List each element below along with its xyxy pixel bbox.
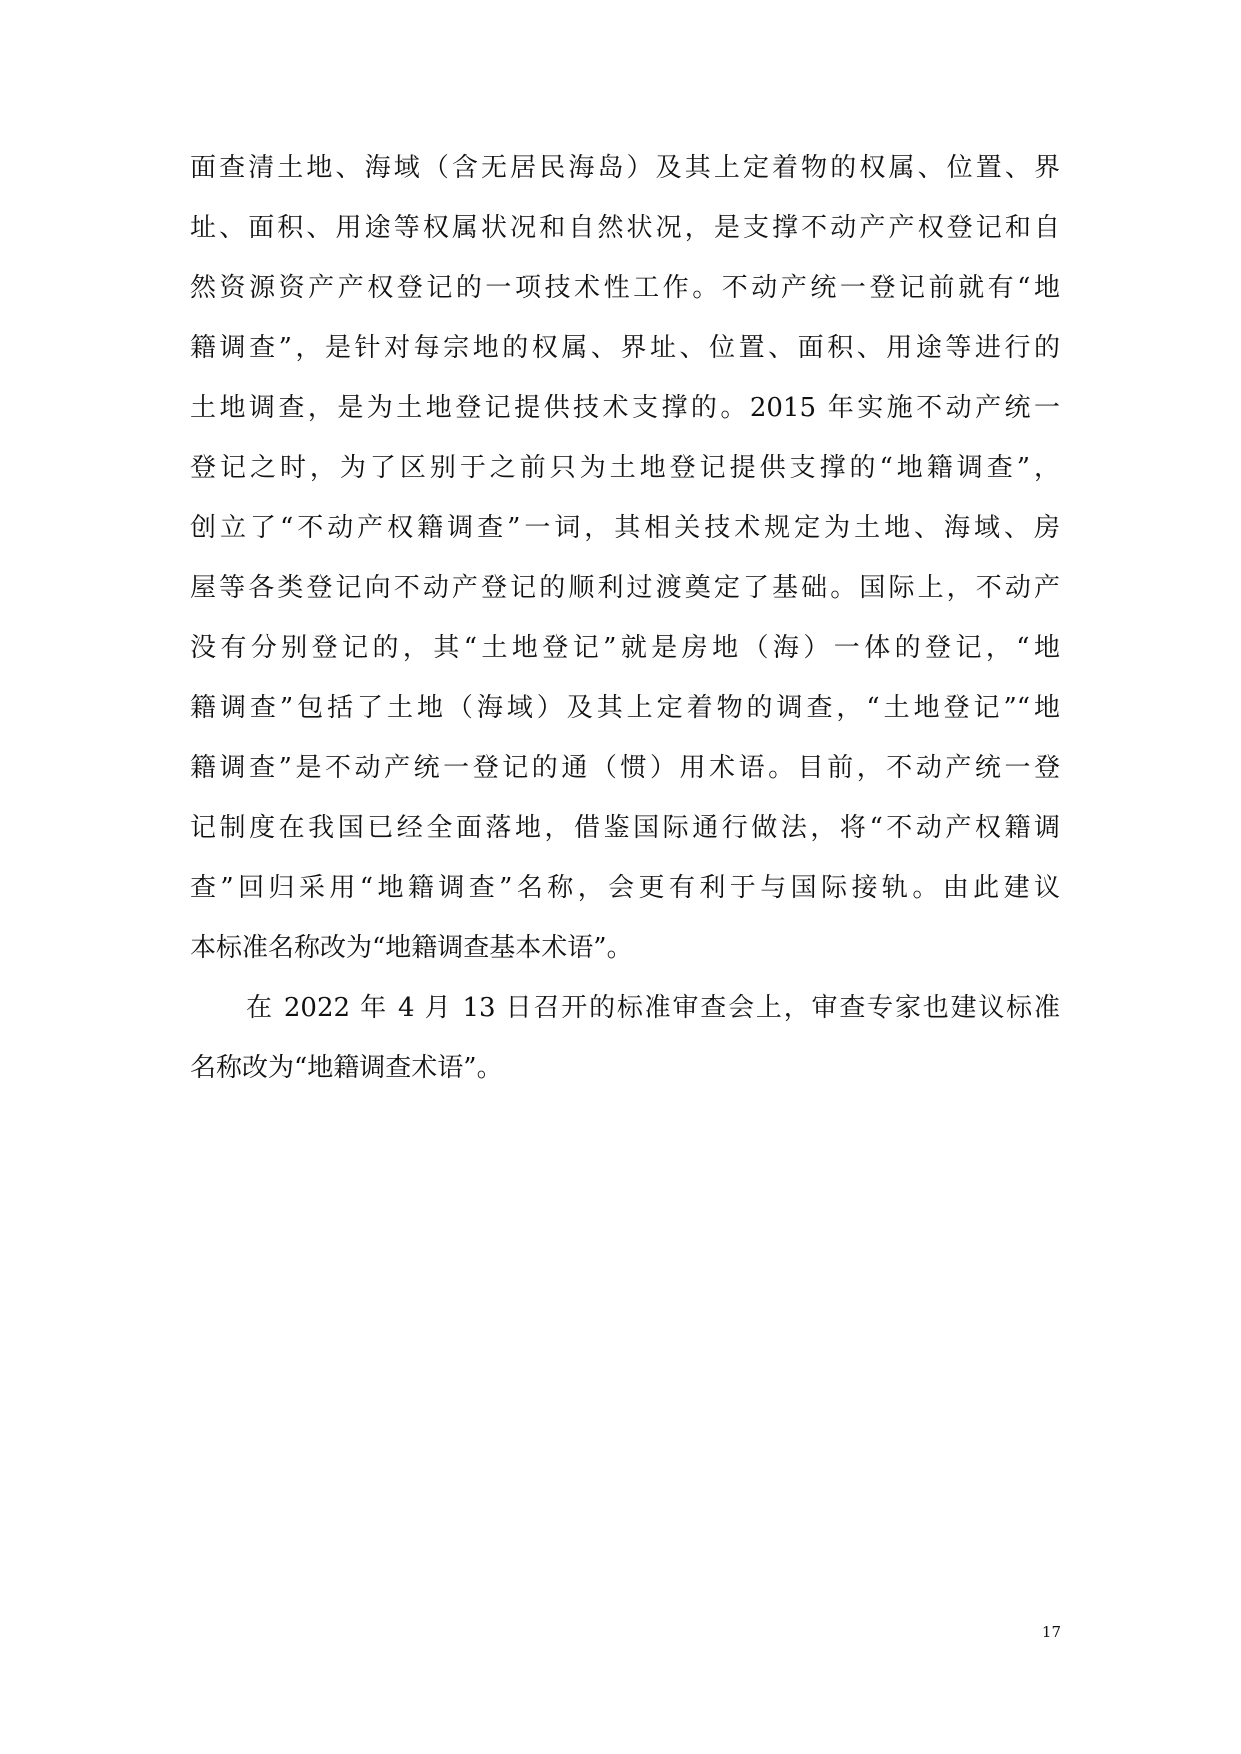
paragraph-line: 然资源资产产权登记的一项技术性工作。不动产统一登记前就有“地 (190, 273, 1060, 303)
paragraph-line: 在 2022 年 4 月 13 日召开的标准审查会上，审查专家也建议标准 (246, 993, 1060, 1023)
paragraph-line: 查”回归采用“地籍调查”名称，会更有利于与国际接轨。由此建议 (190, 873, 1060, 903)
paragraph-line: 籍调查”是不动产统一登记的通（惯）用术语。目前，不动产统一登 (190, 753, 1060, 783)
paragraph-line: 籍调查”，是针对每宗地的权属、界址、位置、面积、用途等进行的 (190, 333, 1060, 363)
paragraph-line: 记制度在我国已经全面落地，借鉴国际通行做法，将“不动产权籍调 (190, 813, 1060, 843)
paragraph-line: 名称改为“地籍调查术语”。 (190, 1053, 503, 1083)
paragraph-line: 本标准名称改为“地籍调查基本术语”。 (190, 933, 633, 963)
paragraph-line: 土地调查，是为土地登记提供技术支撑的。2015 年实施不动产统一 (190, 393, 1060, 423)
paragraph-line: 创立了“不动产权籍调查”一词，其相关技术规定为土地、海域、房 (190, 513, 1060, 543)
paragraph-line: 屋等各类登记向不动产登记的顺利过渡奠定了基础。国际上，不动产 (190, 573, 1060, 603)
page-number: 17 (1041, 1623, 1061, 1641)
paragraph-line: 籍调查”包括了土地（海域）及其上定着物的调查，“土地登记”“地 (190, 693, 1060, 723)
paragraph-line: 没有分别登记的，其“土地登记”就是房地（海）一体的登记，“地 (190, 633, 1060, 663)
paragraph-line: 登记之时，为了区别于之前只为土地登记提供支撑的“地籍调查”， (190, 453, 1060, 483)
paragraph-line: 址、面积、用途等权属状况和自然状况，是支撑不动产产权登记和自 (190, 213, 1060, 243)
paragraph-line: 面查清土地、海域（含无居民海岛）及其上定着物的权属、位置、界 (190, 153, 1060, 183)
